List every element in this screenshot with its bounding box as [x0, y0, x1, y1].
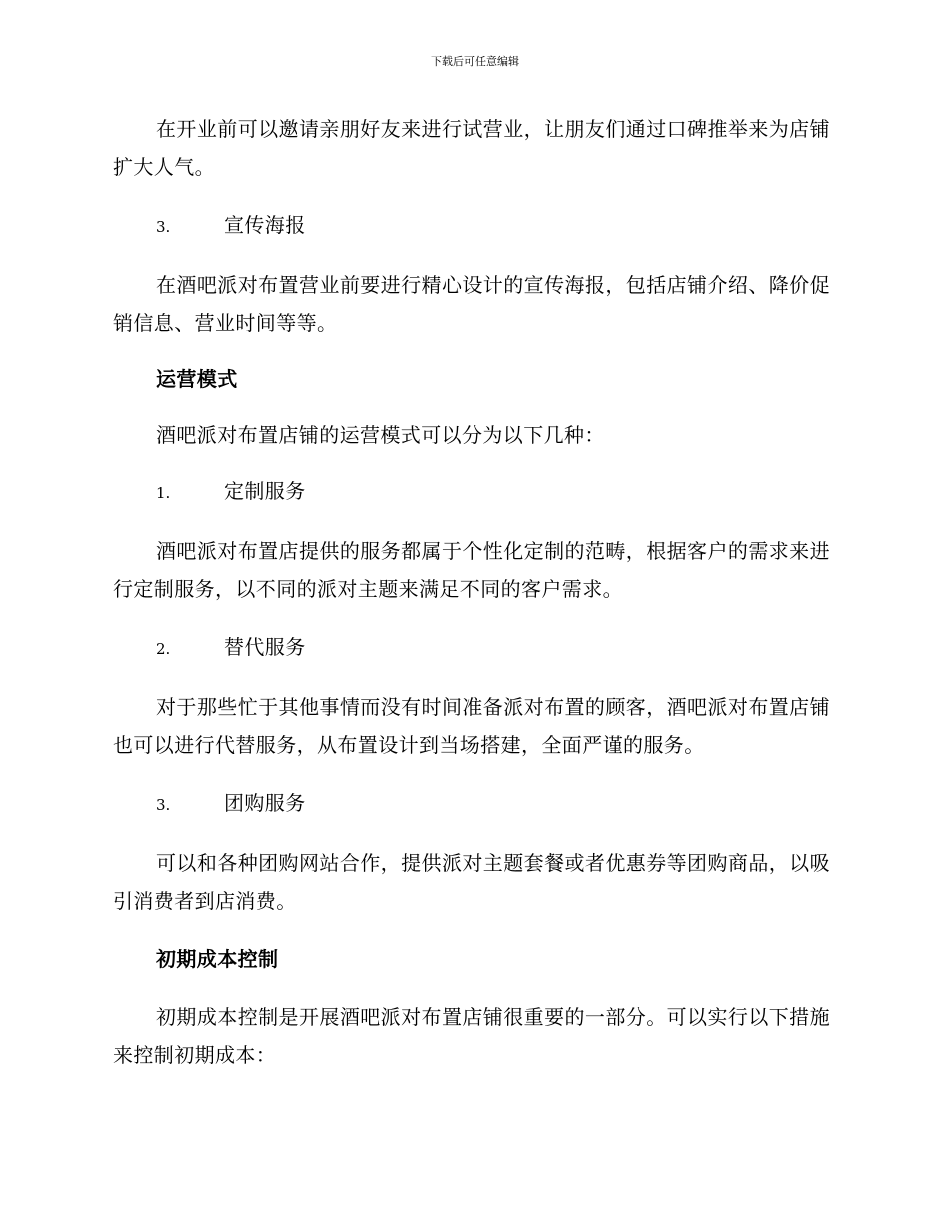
list-item-custom-service [113, 472, 830, 512]
list-number: 3. [156, 796, 171, 814]
list-item-group-buy [113, 784, 830, 824]
spacer [113, 186, 830, 206]
paragraph-replacement-service: 对于那些忙于其他事情而没有时间准备派对布置的顾客，酒吧派对布置店铺也可以进行代替服务，从布置设计到当场搭建，全面严谨的服务。 [113, 695, 830, 757]
page-header: 下载后可任意编辑 [431, 55, 519, 68]
section-heading-initial-cost: 初期成本控制 [156, 947, 279, 971]
spacer [113, 246, 830, 266]
spacer [113, 824, 830, 844]
list-item-promo-poster [113, 206, 830, 246]
paragraph-group-buy: 可以和各种团购网站合作，提供派对主题套餐或者优惠券等团购商品，以吸引消费者到店消费。 [113, 851, 830, 913]
list-number: 2. [156, 640, 171, 658]
list-number: 1. [156, 484, 171, 502]
list-label: 定制服务 [224, 479, 306, 503]
spacer [113, 668, 830, 688]
spacer [113, 608, 830, 628]
paragraph-custom-service: 酒吧派对布置店提供的服务都属于个性化定制的范畴，根据客户的需求来进行定制服务，以不同的派对主题来满足不同的客户需求。 [113, 539, 830, 601]
paragraph-operation-intro: 酒吧派对布置店铺的运营模式可以分为以下几种： [156, 423, 605, 447]
list-item-replacement-service [113, 628, 830, 668]
spacer [113, 398, 830, 416]
spacer [113, 978, 830, 998]
section-heading-operation-mode: 运营模式 [156, 367, 238, 391]
list-label: 替代服务 [224, 635, 306, 659]
list-label: 团购服务 [224, 791, 306, 815]
list-number: 3. [156, 218, 171, 236]
paragraph-trial-opening: 在开业前可以邀请亲朋好友来进行试营业，让朋友们通过口碑推举来为店铺扩大人气。 [113, 117, 830, 179]
paragraph-initial-cost: 初期成本控制是开展酒吧派对布置店铺很重要的一部分。可以实行以下措施来控制初期成本： [113, 1005, 830, 1067]
paragraph-promo-poster: 在酒吧派对布置营业前要进行精心设计的宣传海报，包括店铺介绍、降价促销信息、营业时间等等。 [113, 273, 830, 335]
spacer [113, 764, 830, 784]
document-body [113, 110, 830, 1074]
list-label: 宣传海报 [224, 213, 306, 237]
spacer [113, 920, 830, 940]
spacer [113, 342, 830, 360]
spacer [113, 512, 830, 532]
spacer [113, 454, 830, 472]
